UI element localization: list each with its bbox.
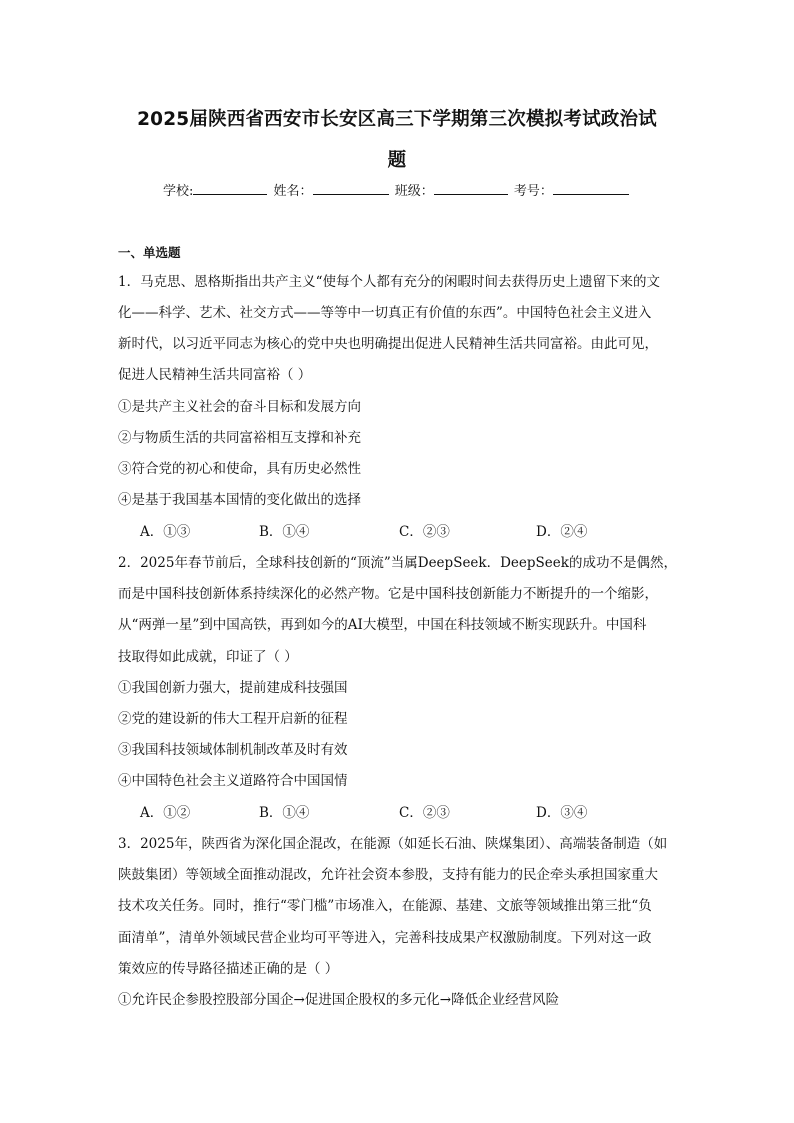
- q1-option-c: C．②③: [399, 524, 450, 540]
- section-heading: 一、单选题: [118, 245, 181, 260]
- q2-item: ②党的建设新的伟大工程开启新的征程: [118, 711, 348, 727]
- q1-stem-line: 1．马克思、恩格斯指出共产主义“使每个人都有充分的闲暇时间去获得历史上遗留下来的文: [118, 274, 660, 290]
- school-label: 学校:: [163, 184, 194, 199]
- q1-stem-line: 新时代，以习近平同志为核心的党中央也明确提出促进人民精神生活共同富裕。由此可见，: [118, 336, 658, 352]
- school-blank: [193, 181, 267, 195]
- q1-item: ③符合党的初心和使命，具有历史必然性: [118, 461, 361, 477]
- q1-option-a: A．①③: [140, 524, 191, 540]
- q1-stem-line: 促进人民精神生活共同富裕（ ）: [118, 367, 312, 383]
- q2-option-b: B．①④: [259, 805, 310, 821]
- q2-stem-line: 技取得如此成就，印证了（ ）: [118, 649, 298, 665]
- name-label: 姓名：: [273, 184, 313, 199]
- number-label: 考号：: [513, 184, 553, 199]
- q3-stem-line: 陕鼓集团）等领域全面推动混改，允许社会资本参股，支持有能力的民企牵头承担国家重大: [118, 867, 658, 883]
- name-blank: [313, 181, 389, 195]
- q2-item: ③我国科技领域体制机制改革及时有效: [118, 742, 348, 758]
- q2-stem-line: 而是中国科技创新体系持续深化的必然产物。它是中国科技创新能力不断提升的一个缩影，: [118, 586, 658, 602]
- q2-stem-line: 2．2025年春节前后，全球科技创新的“顶流”当属DeepSeek．DeepSeek的成功不是偶然，: [118, 555, 677, 571]
- class-label: 班级：: [394, 184, 434, 199]
- number-blank: [553, 181, 629, 195]
- q1-stem-line: 化——科学、艺术、社交方式——等等中一切真正有价值的东西”。中国特色社会主义进入: [118, 305, 652, 321]
- q1-item: ①是共产主义社会的奋斗目标和发展方向: [118, 399, 361, 415]
- q2-item: ①我国创新力强大，提前建成科技强国: [118, 680, 348, 696]
- exam-title-line-2: 题: [387, 150, 407, 171]
- q3-stem-line: 策效应的传导路径描述正确的是（ ）: [118, 961, 339, 977]
- q1-option-b: B．①④: [259, 524, 310, 540]
- q3-stem-line: 3．2025年，陕西省为深化国企混改，在能源（如延长石油、陕煤集团）、高端装备制造（如: [118, 836, 668, 852]
- class-blank: [434, 181, 508, 195]
- q2-option-a: A．①②: [140, 805, 191, 821]
- q1-item: ④是基于我国基本国情的变化做出的选择: [118, 492, 361, 508]
- q3-stem-line: 技术攻关任务。同时，推行“零门槛”市场准入，在能源、基建、文旅等领域推出第三批“负: [118, 898, 652, 914]
- exam-title-line-1: 2025届陕西省西安市长安区高三下学期第三次模拟考试政治试: [137, 109, 657, 130]
- q2-item: ④中国特色社会主义道路符合中国国情: [118, 773, 348, 789]
- q3-stem-line: 面清单”，清单外领域民营企业均可平等进入，完善科技成果产权激励制度。下列对这一政: [118, 930, 652, 946]
- q3-item: ①允许民企参股控股部分国企→促进国企股权的多元化→降低企业经营风险: [118, 992, 560, 1008]
- q2-option-d: D．③④: [536, 805, 588, 821]
- q1-item: ②与物质生活的共同富裕相互支撑和补充: [118, 430, 361, 446]
- q2-stem-line: 从“两弹一星”到中国高铁，再到如今的AI大模型，中国在科技领域不断实现跃升。中国科: [118, 617, 647, 633]
- q2-option-c: C．②③: [399, 805, 450, 821]
- student-info-row: [163, 180, 643, 199]
- q1-option-d: D．②④: [536, 524, 588, 540]
